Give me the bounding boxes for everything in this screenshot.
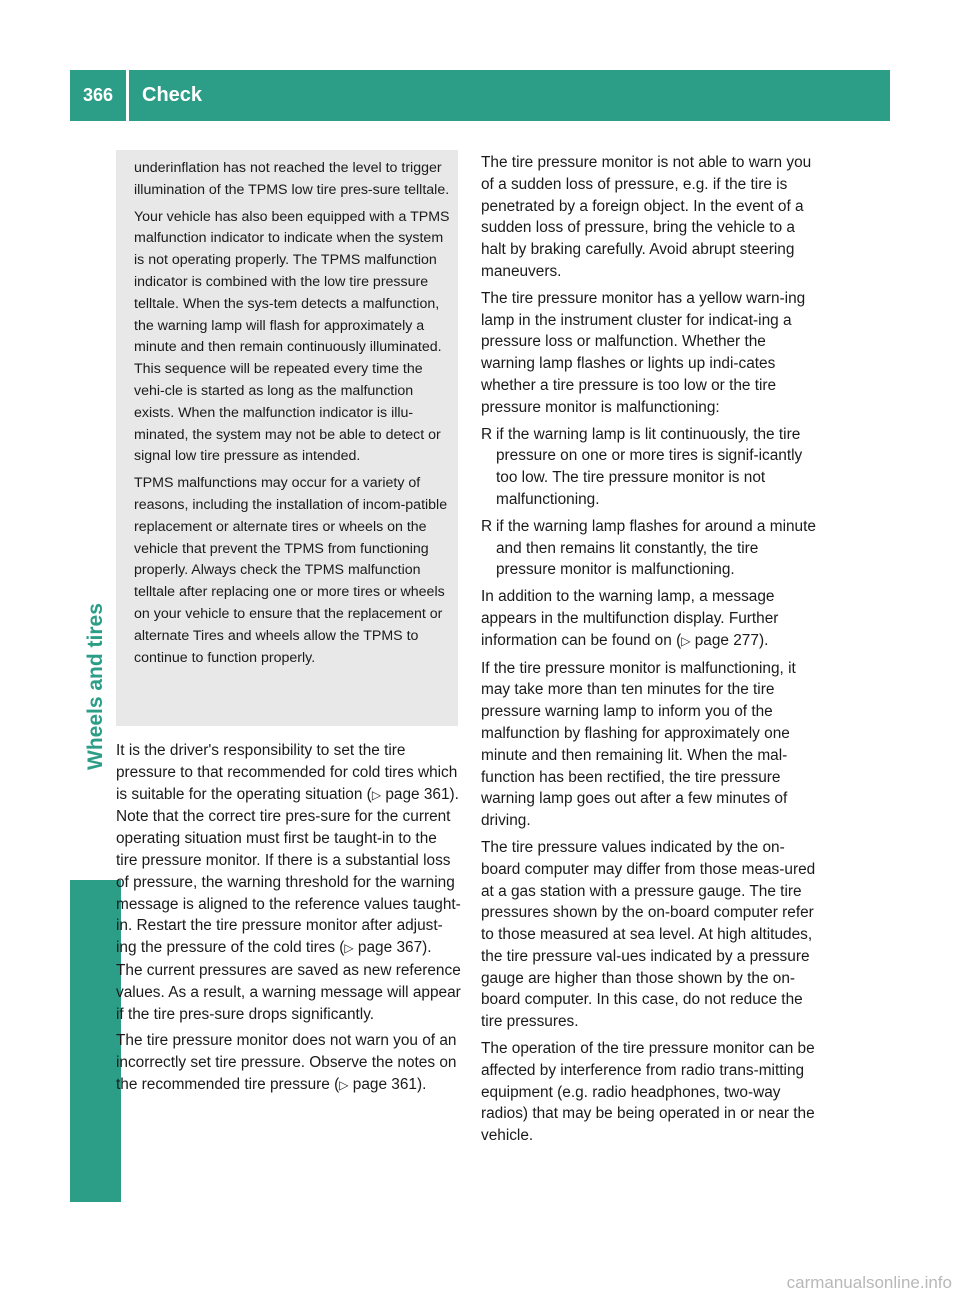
page-title: Check xyxy=(142,84,203,106)
text-run: The tire pressure monitor does not warn you of an incorrectly set tire pressure. Observe the notes on the recommended tire pressure ( xyxy=(116,1032,457,1093)
text-run: ). The current pressures are saved as new reference values. As a result, a warning message will appear if the tire pres-sure drops significantly. xyxy=(116,939,461,1023)
page-number: 366 xyxy=(82,85,114,105)
body-paragraph: If the tire pressure monitor is malfunctioning, it may take more than ten minutes for the tire pressure warning lamp to inform you of the malfunction by flashing for approximately one minute and then remaining lit. When the mal-function has been rectified, the tire pressure warning lamp goes out after a few minutes of driving. xyxy=(481,659,796,830)
section-tab xyxy=(70,880,121,1202)
note-text xyxy=(134,158,452,674)
watermark: carmanualsonline.info xyxy=(786,1273,952,1292)
body-paragraph: The tire pressure monitor has a yellow warn-ing lamp in the instrument cluster for indicat-ing a pressure loss or malfunction. Whether the warning lamp flashes or lights up indi-cates whether a tire pressure is too low or the tire pressure monitor is malfunctioning: xyxy=(481,289,806,416)
page-ref-arrow-icon: ▷ xyxy=(344,941,354,956)
page-ref-link[interactable]: page 367 xyxy=(353,939,423,957)
text-run: ). xyxy=(758,631,769,649)
page-ref-link[interactable]: page 361 xyxy=(381,785,450,803)
body-paragraph: The tire pressure values indicated by the on-board computer may differ from those meas-ured at a gas station with a pressure gauge. The tire pressures shown by the on-board computer refer to those measured at sea level. At high altitudes, the tire pressure val-ues indicated by a pressure gauge are higher than those shown by the on-board computer. In this case, do not reduce the tire pressures. xyxy=(481,838,816,1031)
note-paragraph: underinflation has not reached the level to trigger illumination of the TPMS low tire pres-sure telltale. xyxy=(134,160,450,198)
section-label: Wheels and tires xyxy=(84,603,107,770)
body-paragraph: The operation of the tire pressure monitor can be affected by interference from radio trans-mitting equipment (e.g. radio headphones, two-way radios) that may be being operated in or near the vehicle. xyxy=(481,1040,815,1145)
list-item xyxy=(481,516,816,581)
list-item xyxy=(481,424,816,511)
body-paragraph xyxy=(116,740,461,1025)
list-item-text: if the warning lamp flashes for around a minute and then remains lit constantly, the tire pressure monitor is malfunctioning. xyxy=(496,517,816,579)
bullet-icon: R xyxy=(481,425,493,443)
bullet-icon: R xyxy=(481,517,493,535)
page-ref-arrow-icon: ▷ xyxy=(371,787,382,802)
header-separator xyxy=(126,70,129,121)
text-run: ). xyxy=(416,1075,427,1093)
text-run: It is the driver's responsibility to set the tire pressure to that recommended for cold tires which is suitable for the operating situation ( xyxy=(116,742,458,803)
page-ref-arrow-icon: ▷ xyxy=(339,1077,349,1092)
body-paragraph xyxy=(116,1030,461,1096)
list-item-text: if the warning lamp is lit continuously, the tire pressure on one or more tires is signif-icantly too low. The tire pressure monitor is not malfunctioning. xyxy=(496,425,803,508)
note-paragraph: TPMS malfunctions may occur for a variety of reasons, including the installation of incom-patible replacement or alternate tires or wheels on the vehicle that prevent the TPMS from functioning properly. Always check the TPMS malfunction telltale after replacing one or more tires or wheels on your vehicle to ensure that the replacement or alternate Tires and wheels allow the TPMS to continue to function properly. xyxy=(134,475,448,666)
right-column xyxy=(481,152,816,1152)
left-column xyxy=(116,740,461,1102)
page-ref-arrow-icon: ▷ xyxy=(681,633,691,648)
text-run: ). Note that the correct tire pres-sure for the current operating situation must first be taught-in to the tire pressure monitor. If there is a substantial loss of pressure, the warning threshold for the warning message is aligned to the reference values taught-in. Restart the tire pressure monitor after adjust-ing the pressure of the cold tires ( xyxy=(116,785,461,957)
text-run: In addition to the warning lamp, a message appears in the multifunction display. Further information can be found on ( xyxy=(481,588,779,649)
page-ref-link[interactable]: page 277 xyxy=(690,631,759,649)
page-ref-link[interactable]: page 361 xyxy=(348,1075,417,1093)
body-paragraph: The tire pressure monitor is not able to warn you of a sudden loss of pressure, e.g. if the tire is penetrated by a foreign object. In the event of a sudden loss of pressure, bring the vehicle to a halt by braking carefully. Avoid abrupt steering maneuvers. xyxy=(481,154,812,280)
note-paragraph: Your vehicle has also been equipped with a TPMS malfunction indicator to indicate when the system is not operating properly. The TPMS malfunction indicator is combined with the low tire pressure telltale. When the sys-tem detects a malfunction, the warning lamp will flash for approximately a minute and then remain continuously illuminated. This sequence will be repeated every time the vehi-cle is started as long as the malfunction exists. When the malfunction indicator is illu-minated, the system may not be able to detect or signal low tire pressure as intended. xyxy=(134,208,450,465)
body-paragraph xyxy=(481,586,816,652)
